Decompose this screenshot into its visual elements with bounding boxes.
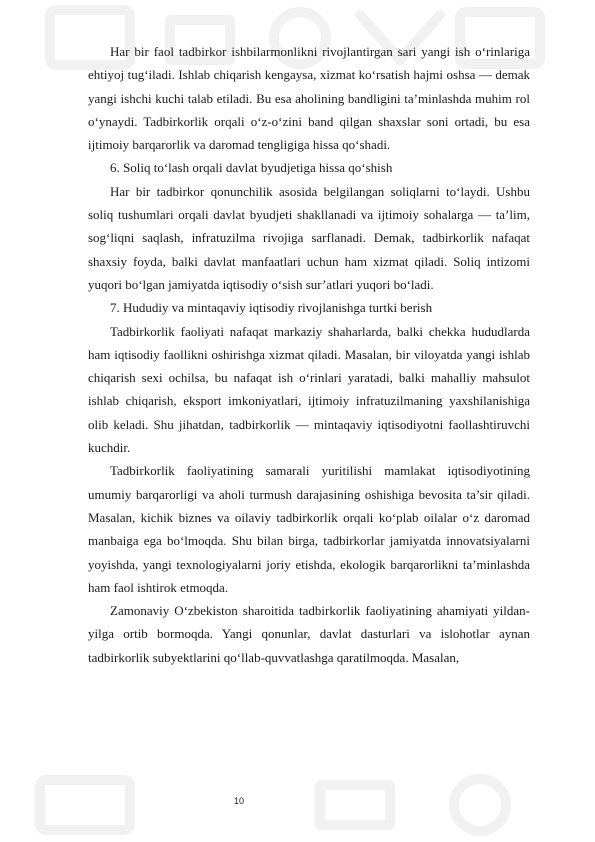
section-heading-tax: 6. Soliq to‘lash orqali davlat byudjetiga hissa qo‘shish — [110, 160, 393, 176]
section-heading-regional: 7. Hududiy va mintaqaviy iqtisodiy rivojlanishga turtki berish — [110, 300, 433, 316]
paragraph-tax: Har bir tadbirkor qonunchilik asosida belgilangan soliqlarni to‘laydi. Ushbu soliq tushumlari orqali davlat byudjeti shakllanadi va ijtimoiy sohalarga — ta’lim, sog‘liqni saqlash, infratuzilma rivojiga sarflanadi. Demak, tadbirkorlik nafaqat shaxsiy foyda, balki davlat manfaatlari uchun ham xizmat qiladi. Soliq intizomi yuqori bo‘lgan jamiyatda iqtisodiy o‘sish sur’atlari yuqori bo‘ladi. — [88, 183, 530, 292]
page-body — [88, 40, 530, 669]
paragraph-regional: Tadbirkorlik faoliyati nafaqat markaziy shaharlarda, balki chekka hududlarda ham iqtisodiy faollikni oshirishga xizmat qiladi. Masalan, bir viloyatda yangi ishlab chiqarish sexi ochilsa, bu nafaqat ish o‘rinlari yaratadi, balki mahalliy mahsulot ishlab chiqarish, eksport imkoniyatlari, ijtimoiy infratuzilmaning yaxshilanishiga olib keladi. Shu jihatdan, tadbirkorlik — mintaqaviy iqtisodiyotni faollashtiruvchi kuchdir. — [88, 323, 530, 456]
page-number: 10 — [234, 796, 245, 806]
paragraph-employment: Har bir faol tadbirkor ishbilarmonlikni rivojlantirgan sari yangi ish o‘rinlariga ehtiyoj tug‘iladi. Ishlab chiqarish kengaysa, xizmat ko‘rsatish hajmi oshsa — demak yangi ishchi kuchi talab etiladi. Bu esa aholining bandligini ta’minlashda muhim rol o‘ynaydi. Tadbirkorlik orqali o‘z-o‘zini band qilgan shaxslar soni ortadi, bu esa ijtimoiy barqarorlik va daromad tengligiga hissa qo‘shadi. — [88, 44, 530, 153]
paragraph-modern-uzbekistan: Zamonaviy O‘zbekiston sharoitida tadbirkorlik faoliyatining ahamiyati yildan-yilga ortib bormoqda. Yangi qonunlar, davlat dasturlari va islohotlar aynan tadbirkorlik subyektlarini qo‘llab-quvvatlashga qaratilmoqda. Masalan, — [88, 603, 530, 665]
paragraph-stability: Tadbirkorlik faoliyatining samarali yuritilishi mamlakat iqtisodiyotining umumiy barqarorligi va aholi turmush darajasining oshishiga bevosita ta’sir qiladi. Masalan, kichik biznes va oilaviy tadbirkorlik orqali ko‘plab oilalar o‘z daromad manbaiga ega bo‘lmoqda. Shu bilan birga, tadbirkorlar jamiyatda innovatsiyalarni yoyishda, yangi texnologiyalarni joriy etishda, ekologik barqarorlikni ta’minlashda ham faol ishtirok etmoqda. — [88, 463, 530, 595]
